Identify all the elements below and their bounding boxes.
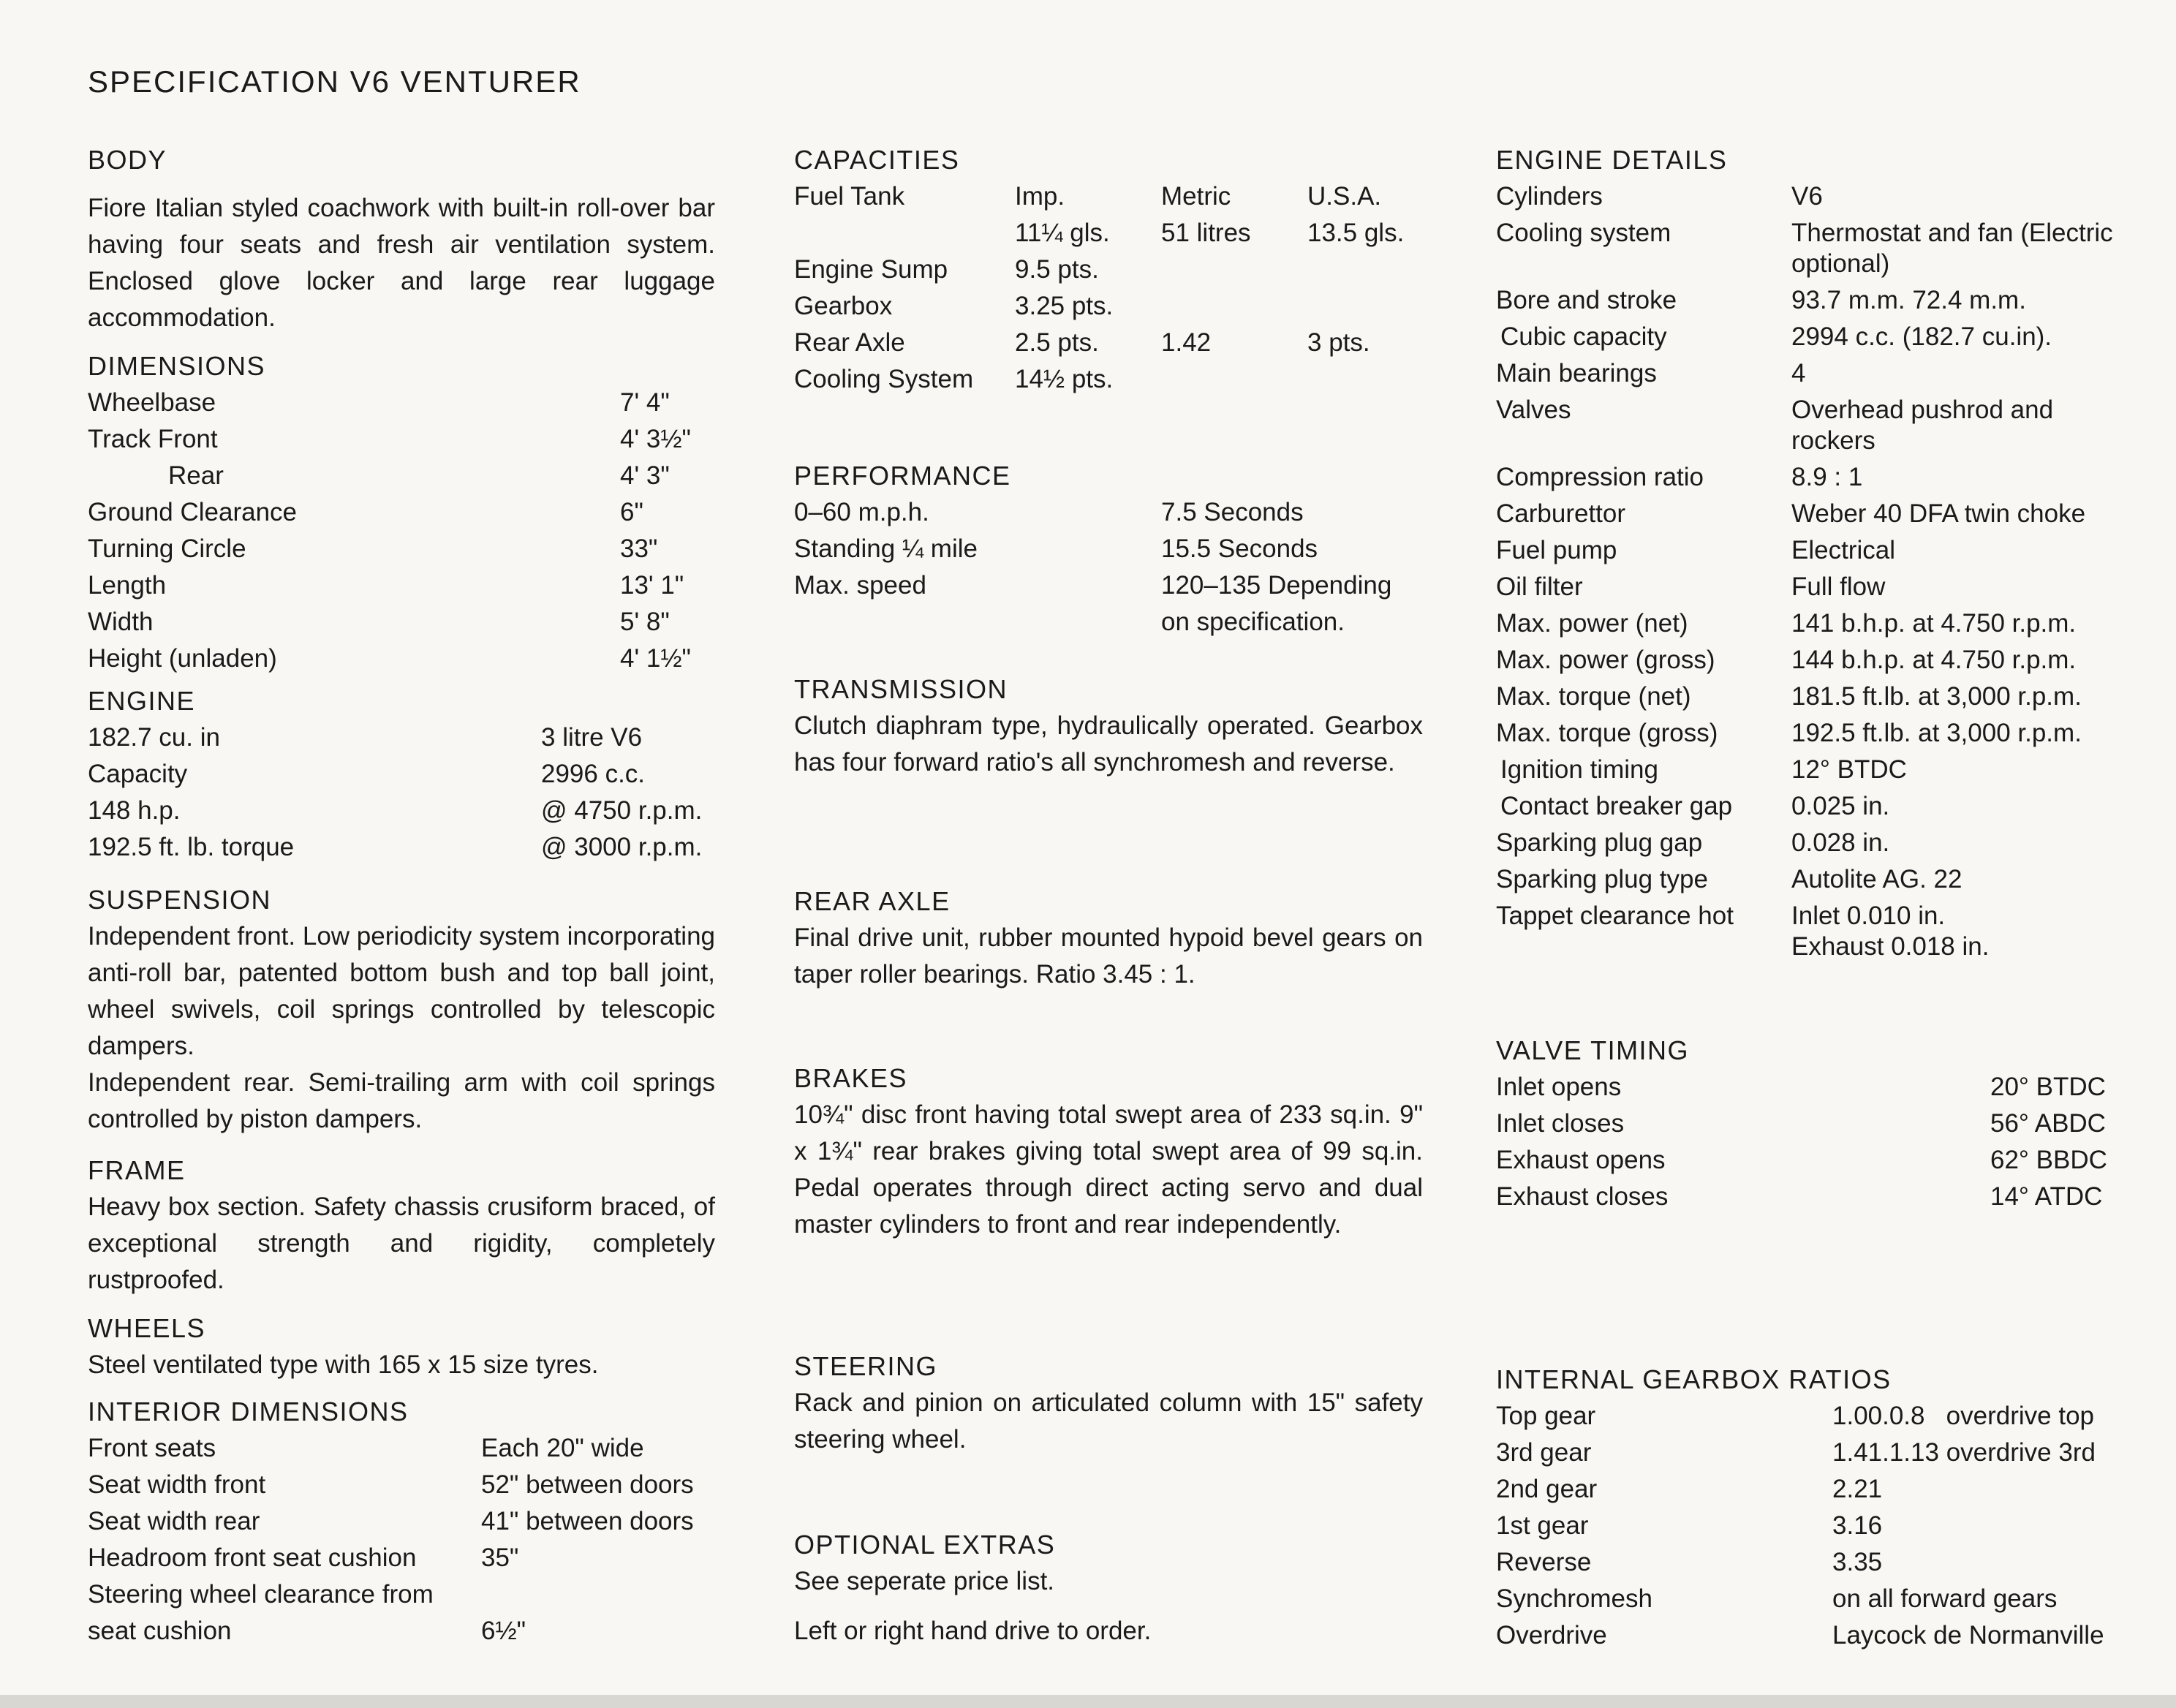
gearbox-ratios-value: 3.35 — [1832, 1548, 1883, 1576]
performance-heading: PERFORMANCE — [794, 461, 1011, 491]
dimensions-row — [88, 458, 715, 494]
engine-label: 182.7 cu. in — [88, 723, 220, 752]
engine-details-value: Electrical — [1791, 536, 1895, 564]
interior-row — [88, 1430, 715, 1467]
valve-timing-value: 20° BTDC — [1990, 1073, 2106, 1101]
wheels-heading: WHEELS — [88, 1313, 206, 1343]
capacities-imp: 14½ pts. — [1015, 365, 1114, 393]
valve-timing-row — [1496, 1179, 2132, 1215]
capacities-row — [794, 252, 1423, 288]
gearbox-ratios-value: 1.41.1.13 overdrive 3rd — [1832, 1438, 2096, 1467]
steering-heading: STEERING — [794, 1351, 938, 1381]
engine-details-label: Compression ratio — [1496, 463, 1704, 491]
interior-row — [88, 1467, 715, 1503]
capacities-row — [794, 288, 1423, 325]
gearbox-ratios-value: Laycock de Normanville — [1832, 1621, 2104, 1650]
interior-value: Each 20" wide — [481, 1434, 644, 1462]
gearbox-ratios-row — [1496, 1435, 2132, 1471]
engine-details-value: 0.025 in. — [1791, 792, 1890, 820]
engine-details-label: Max. torque (gross) — [1496, 719, 1718, 747]
dimensions-heading: DIMENSIONS — [88, 351, 266, 381]
engine-details-row — [1496, 642, 2132, 679]
frame-text: Heavy box section. Safety chassis crusiform braced, of exceptional strength and rigidity, completely rustproofed. — [88, 1193, 715, 1294]
engine-details-value: Autolite AG. 22 — [1791, 865, 1962, 893]
engine-details-value: 4 — [1791, 359, 1806, 388]
engine-row — [88, 719, 715, 756]
valve-timing-value: 14° ATDC — [1990, 1182, 2103, 1211]
gearbox-ratios-value: on all forward gears — [1832, 1584, 2058, 1613]
capacities-label: Engine Sump — [794, 255, 948, 284]
capacities-label: Fuel Tank — [794, 182, 905, 211]
capacities-imp: Imp. — [1015, 182, 1065, 211]
rear-axle-section — [794, 883, 1423, 993]
engine-details-value: Full flow — [1791, 573, 1886, 601]
frame-section — [88, 1152, 715, 1299]
transmission-text: Clutch diaphram type, hydraulically operated. Gearbox has four forward ratio's all synchromesh and reverse. — [794, 711, 1423, 776]
engine-details-section — [1496, 142, 2132, 965]
engine-details-row — [1496, 569, 2132, 605]
engine-details-label: Max. power (net) — [1496, 609, 1688, 638]
engine-details-label: Fuel pump — [1496, 536, 1617, 564]
capacities-row — [794, 325, 1423, 361]
engine-details-row — [1496, 215, 2132, 282]
optional-extras-heading: OPTIONAL EXTRAS — [794, 1530, 1056, 1560]
performance-value: 15.5 Seconds — [1161, 534, 1318, 563]
engine-details-row — [1496, 319, 2132, 355]
dimensions-value: 6" — [620, 498, 643, 526]
capacities-usa: 3 pts. — [1307, 328, 1370, 357]
engine-details-value: 12° BTDC — [1791, 755, 1907, 784]
dimensions-label: Ground Clearance — [88, 498, 297, 526]
engine-details-row — [1496, 898, 2132, 965]
capacities-imp: 11¼ gls. — [1015, 219, 1110, 247]
frame-heading: FRAME — [88, 1155, 186, 1185]
gearbox-ratios-label: 3rd gear — [1496, 1438, 1592, 1467]
capacities-heading: CAPACITIES — [794, 145, 960, 175]
capacities-imp: 9.5 pts. — [1015, 255, 1099, 284]
gearbox-ratios-row — [1496, 1544, 2132, 1581]
wheels-text: Steel ventilated type with 165 x 15 size tyres. — [88, 1350, 599, 1379]
capacities-row — [794, 178, 1423, 215]
engine-details-value: Inlet 0.010 in. Exhaust 0.018 in. — [1791, 902, 1990, 961]
engine-details-label: Cubic capacity — [1500, 322, 1667, 351]
interior-dimensions-section — [88, 1394, 715, 1650]
valve-timing-section — [1496, 1032, 2132, 1215]
valve-timing-value: 56° ABDC — [1990, 1109, 2106, 1138]
suspension-heading: SUSPENSION — [88, 885, 272, 915]
valve-timing-heading: VALVE TIMING — [1496, 1035, 1690, 1065]
engine-details-label: Cylinders — [1496, 182, 1603, 211]
body-section — [88, 142, 715, 336]
performance-section — [794, 458, 1423, 640]
interior-label: Steering wheel clearance from — [88, 1580, 434, 1609]
engine-details-label: Ignition timing — [1500, 755, 1658, 784]
dimensions-label: Rear — [168, 461, 224, 490]
engine-details-row — [1496, 355, 2132, 392]
performance-value: 7.5 Seconds — [1161, 498, 1304, 526]
capacities-imp: 2.5 pts. — [1015, 328, 1099, 357]
valve-timing-row — [1496, 1142, 2132, 1179]
gearbox-ratios-label: 2nd gear — [1496, 1475, 1598, 1503]
capacities-usa: 13.5 gls. — [1307, 219, 1405, 247]
engine-details-row — [1496, 825, 2132, 861]
capacities-metric: Metric — [1161, 182, 1231, 211]
engine-details-label: Cooling system — [1496, 219, 1671, 247]
engine-details-value: 181.5 ft.lb. at 3,000 r.p.m. — [1791, 682, 2082, 711]
engine-label: 192.5 ft. lb. torque — [88, 833, 295, 861]
engine-details-label: Sparking plug gap — [1496, 828, 1703, 857]
dimensions-label: Wheelbase — [88, 388, 216, 417]
engine-details-value: 141 b.h.p. at 4.750 r.p.m. — [1791, 609, 2077, 638]
steering-section — [794, 1348, 1423, 1458]
engine-details-value: 2994 c.c. (182.7 cu.in). — [1791, 322, 2052, 351]
performance-row — [794, 531, 1423, 567]
dimensions-row — [88, 385, 715, 421]
capacities-usa: U.S.A. — [1307, 182, 1382, 211]
dimensions-value: 7' 4" — [620, 388, 670, 417]
interior-row — [88, 1613, 715, 1650]
performance-value: 120–135 Depending on specification. — [1161, 571, 1392, 636]
gearbox-ratios-value: 3.16 — [1832, 1511, 1883, 1540]
interior-value: 52" between doors — [481, 1470, 694, 1499]
engine-details-value: V6 — [1791, 182, 1823, 211]
interior-value: 41" between doors — [481, 1507, 694, 1535]
interior-value: 35" — [481, 1543, 519, 1572]
dimensions-row — [88, 640, 715, 677]
engine-details-row — [1496, 752, 2132, 788]
dimensions-row — [88, 494, 715, 531]
body-text: Fiore Italian styled coachwork with built-in roll-over bar having four seats and fresh air ventilation system. Enclosed glove locker and large rear luggage accommodation. — [88, 194, 715, 332]
dimensions-label: Turning Circle — [88, 534, 246, 563]
dimensions-label: Height (unladen) — [88, 644, 277, 673]
performance-row — [794, 567, 1423, 640]
engine-value: 3 litre V6 — [541, 723, 643, 752]
engine-details-label: Sparking plug type — [1496, 865, 1708, 893]
engine-details-row — [1496, 392, 2132, 459]
engine-details-label: Valves — [1496, 396, 1571, 424]
engine-details-row — [1496, 459, 2132, 496]
engine-details-label: Main bearings — [1496, 359, 1657, 388]
dimensions-label: Length — [88, 571, 167, 600]
gearbox-ratios-row — [1496, 1398, 2132, 1435]
engine-details-row — [1496, 605, 2132, 642]
engine-label: 148 h.p. — [88, 796, 181, 825]
interior-value: 6½" — [481, 1617, 526, 1645]
gearbox-ratios-label: Synchromesh — [1496, 1584, 1652, 1613]
interior-label: Seat width front — [88, 1470, 266, 1499]
dimensions-value: 5' 8" — [620, 608, 670, 636]
steering-text: Rack and pinion on articulated column with 15" safety steering wheel. — [794, 1388, 1423, 1454]
transmission-heading: TRANSMISSION — [794, 674, 1008, 704]
gearbox-ratios-label: Overdrive — [1496, 1621, 1607, 1650]
dimensions-value: 4' 3½" — [620, 425, 691, 453]
suspension-rear-text: Independent rear. Semi-trailing arm with coil springs controlled by piston dampers. — [88, 1068, 715, 1133]
gearbox-ratios-row — [1496, 1471, 2132, 1508]
capacities-row — [794, 361, 1423, 398]
gearbox-ratios-row — [1496, 1617, 2132, 1654]
transmission-section — [794, 671, 1423, 781]
engine-details-row — [1496, 788, 2132, 825]
engine-value: @ 3000 r.p.m. — [541, 833, 703, 861]
gearbox-ratios-label: Top gear — [1496, 1402, 1596, 1430]
performance-label: 0–60 m.p.h. — [794, 498, 929, 526]
brakes-section — [794, 1060, 1423, 1243]
capacities-label: Gearbox — [794, 292, 893, 320]
engine-details-row — [1496, 178, 2132, 215]
engine-details-label: Tappet clearance hot — [1496, 902, 1734, 930]
brakes-heading: BRAKES — [794, 1063, 908, 1093]
optional-extras-text: See seperate price list. — [794, 1567, 1055, 1595]
interior-row — [88, 1576, 715, 1613]
capacities-metric: 51 litres — [1161, 219, 1251, 247]
engine-details-row — [1496, 282, 2132, 319]
engine-label: Capacity — [88, 760, 188, 788]
dimensions-row — [88, 567, 715, 604]
engine-details-label: Max. torque (net) — [1496, 682, 1691, 711]
valve-timing-label: Exhaust closes — [1496, 1182, 1669, 1211]
engine-details-value: 192.5 ft.lb. at 3,000 r.p.m. — [1791, 719, 2082, 747]
gearbox-ratios-label: Reverse — [1496, 1548, 1592, 1576]
dimensions-value: 4' 3" — [620, 461, 670, 490]
rear-axle-text: Final drive unit, rubber mounted hypoid bevel gears on taper roller bearings. Ratio 3.45 : 1. — [794, 923, 1423, 989]
interior-label: seat cushion — [88, 1617, 232, 1645]
interior-row — [88, 1540, 715, 1576]
engine-value: 2996 c.c. — [541, 760, 646, 788]
dimensions-label: Track Front — [88, 425, 218, 453]
gearbox-ratios-heading: INTERNAL GEARBOX RATIOS — [1496, 1364, 1892, 1394]
engine-details-value: Weber 40 DFA twin choke — [1791, 499, 2086, 528]
engine-details-row — [1496, 715, 2132, 752]
gearbox-ratios-section — [1496, 1361, 2132, 1654]
capacities-metric: 1.42 — [1161, 328, 1212, 357]
valve-timing-label: Exhaust opens — [1496, 1146, 1666, 1174]
page-bottom-edge — [0, 1695, 2176, 1708]
capacities-label: Cooling System — [794, 365, 974, 393]
engine-details-row — [1496, 496, 2132, 532]
engine-details-row — [1496, 861, 2132, 898]
wheels-section — [88, 1310, 715, 1383]
interior-label: Headroom front seat cushion — [88, 1543, 417, 1572]
engine-details-label: Contact breaker gap — [1500, 792, 1733, 820]
engine-row — [88, 756, 715, 793]
rear-axle-heading: REAR AXLE — [794, 886, 951, 916]
gearbox-ratios-value: 2.21 — [1832, 1475, 1883, 1503]
capacities-section — [794, 142, 1423, 398]
valve-timing-label: Inlet opens — [1496, 1073, 1622, 1101]
engine-details-label: Carburettor — [1496, 499, 1626, 528]
dimensions-row — [88, 604, 715, 640]
engine-details-value: 0.028 in. — [1791, 828, 1890, 857]
engine-details-value: Overhead pushrod and rockers — [1791, 396, 2054, 455]
valve-timing-row — [1496, 1069, 2132, 1106]
engine-details-label: Oil filter — [1496, 573, 1583, 601]
gearbox-ratios-value: 1.00.0.8 overdrive top — [1832, 1402, 2094, 1430]
engine-details-row — [1496, 679, 2132, 715]
dimensions-section — [88, 348, 715, 677]
engine-row — [88, 793, 715, 829]
dimensions-value: 33" — [620, 534, 658, 563]
engine-row — [88, 829, 715, 866]
capacities-row — [794, 215, 1423, 252]
capacities-label: Rear Axle — [794, 328, 905, 357]
interior-heading: INTERIOR DIMENSIONS — [88, 1397, 409, 1427]
engine-details-value: 93.7 m.m. 72.4 m.m. — [1791, 286, 2026, 314]
valve-timing-value: 62° BBDC — [1990, 1146, 2107, 1174]
body-heading: BODY — [88, 145, 167, 175]
dimensions-label: Width — [88, 608, 154, 636]
interior-label: Seat width rear — [88, 1507, 260, 1535]
performance-row — [794, 494, 1423, 531]
dimensions-row — [88, 531, 715, 567]
dimensions-value: 13' 1" — [620, 571, 684, 600]
engine-details-value: 8.9 : 1 — [1791, 463, 1863, 491]
gearbox-ratios-row — [1496, 1508, 2132, 1544]
dimensions-value: 4' 1½" — [620, 644, 691, 673]
valve-timing-row — [1496, 1106, 2132, 1142]
engine-section — [88, 683, 715, 866]
engine-details-heading: ENGINE DETAILS — [1496, 145, 1728, 175]
valve-timing-label: Inlet closes — [1496, 1109, 1625, 1138]
optional-extras-section — [794, 1527, 1423, 1650]
gearbox-ratios-row — [1496, 1581, 2132, 1617]
engine-details-value: Thermostat and fan (Electric optional) — [1791, 219, 2113, 278]
page-title: SPECIFICATION V6 VENTURER — [88, 64, 581, 99]
engine-details-value: 144 b.h.p. at 4.750 r.p.m. — [1791, 646, 2077, 674]
suspension-section — [88, 882, 715, 1138]
performance-label: Standing ¼ mile — [794, 534, 978, 563]
gearbox-ratios-label: 1st gear — [1496, 1511, 1589, 1540]
engine-value: @ 4750 r.p.m. — [541, 796, 703, 825]
drive-side-text: Left or right hand drive to order. — [794, 1617, 1152, 1645]
engine-heading: ENGINE — [88, 686, 196, 716]
interior-label: Front seats — [88, 1434, 216, 1462]
dimensions-row — [88, 421, 715, 458]
engine-details-row — [1496, 532, 2132, 569]
brakes-text: 10¾" disc front having total swept area of 233 sq.in. 9" x 1¾" rear brakes giving total swept area of 99 sq.in. Pedal operates through direct acting servo and dual master cylinders to front and rear independently. — [794, 1100, 1423, 1239]
interior-row — [88, 1503, 715, 1540]
capacities-imp: 3.25 pts. — [1015, 292, 1114, 320]
suspension-front-text: Independent front. Low periodicity system incorporating anti-roll bar, patented bottom bush and top ball joint, wheel swivels, coil springs controlled by telescopic dampers. — [88, 922, 715, 1060]
engine-details-label: Bore and stroke — [1496, 286, 1677, 314]
engine-details-label: Max. power (gross) — [1496, 646, 1715, 674]
performance-label: Max. speed — [794, 571, 926, 600]
